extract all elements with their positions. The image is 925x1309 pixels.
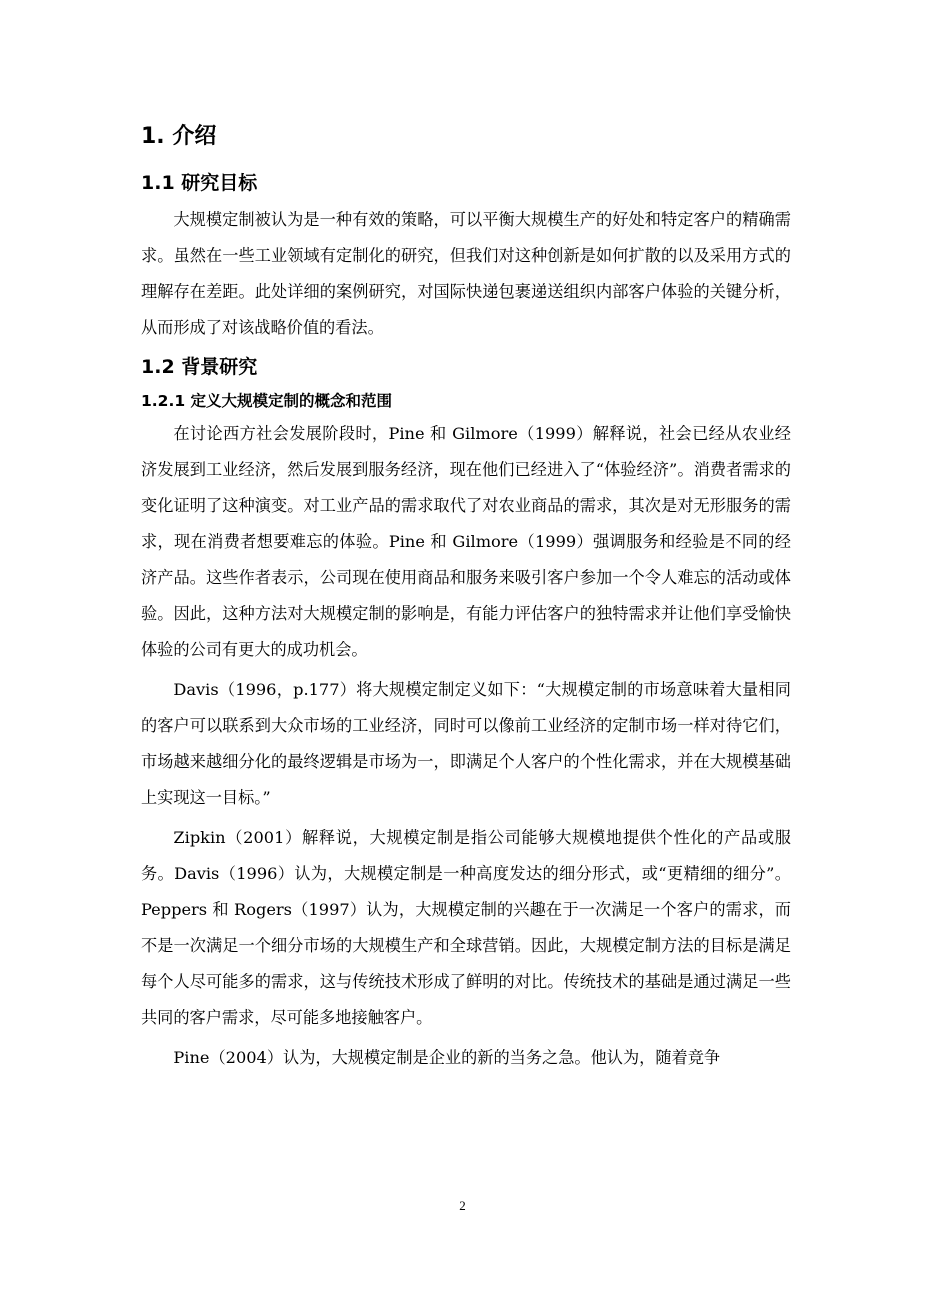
paragraph-pine-2004: Pine（2004）认为，大规模定制是企业的新的当务之急。他认为，随着竞争 (173, 1048, 721, 1067)
section-heading-background-research: 1.2 背景研究 (141, 356, 258, 378)
paragraph-zipkin: Zipkin（2001）解释说，大规模定制是指公司能够大规模地提供个性化的产品或服务。Davis（1996）认为，大规模定制是一种高度发达的细分形式，或“更精细的细分”。 Peppers 和 Rogers（1997）认为，大规模定制的兴趣在于一次满足一个客户的需求，而不是一次满足一个细分市场的大规模生产和全球营销。因此，大规模定制方法的目标是满足每个人尽可能多的需求，这与传统技术形成了鲜明的对比。传统技术的基础是通过满足一些共同的客户需求，尽可能多地接触客户。 (141, 828, 791, 1027)
paragraph-pine-gilmore: 在讨论西方社会发展阶段时，Pine 和 Gilmore（1999）解释说，社会已经从农业经济发展到工业经济，然后发展到服务经济，现在他们已经进入了“体验经济”。消费者需求的变化证明了这种演变。对工业产品的需求取代了对农业商品的需求，其次是对无形服务的需求，现在消费者想要难忘的体验。Pine 和 Gilmore（1999）强调服务和经验是不同的经济产品。这些作者表示，公司现在使用商品和服务来吸引客户参加一个令人难忘的活动或体验。因此，这种方法对大规模定制的影响是，有能力评估客户的独特需求并让他们享受愉快体验的公司有更大的成功机会。 (141, 424, 791, 659)
section-heading-research-objective: 1.1 研究目标 (141, 172, 258, 194)
paragraph-davis-definition: Davis（1996，p.177）将大规模定制定义如下：“大规模定制的市场意味着大量相同的客户可以联系到大众市场的工业经济，同时可以像前工业经济的定制市场一样对待它们，市场越来越细分化的最终逻辑是市场为一，即满足个人客户的个性化需求，并在大规模基础上实现这一目标。” (141, 680, 791, 807)
section-heading-introduction: 1. 介绍 (141, 124, 217, 149)
page-content (141, 118, 791, 1076)
page-number: 2 (459, 1198, 466, 1213)
paragraph-research-objective: 大规模定制被认为是一种有效的策略，可以平衡大规模生产的好处和特定客户的精确需求。虽然在一些工业领域有定制化的研究，但我们对这种创新是如何扩散的以及采用方式的理解存在差距。此处详细的案例研究，对国际快递包裹递送组织内部客户体验的关键分析，从而形成了对该战略价值的看法。 (141, 210, 791, 337)
subsection-heading-mass-customization: 1.2.1 定义大规模定制的概念和范围 (141, 392, 393, 410)
